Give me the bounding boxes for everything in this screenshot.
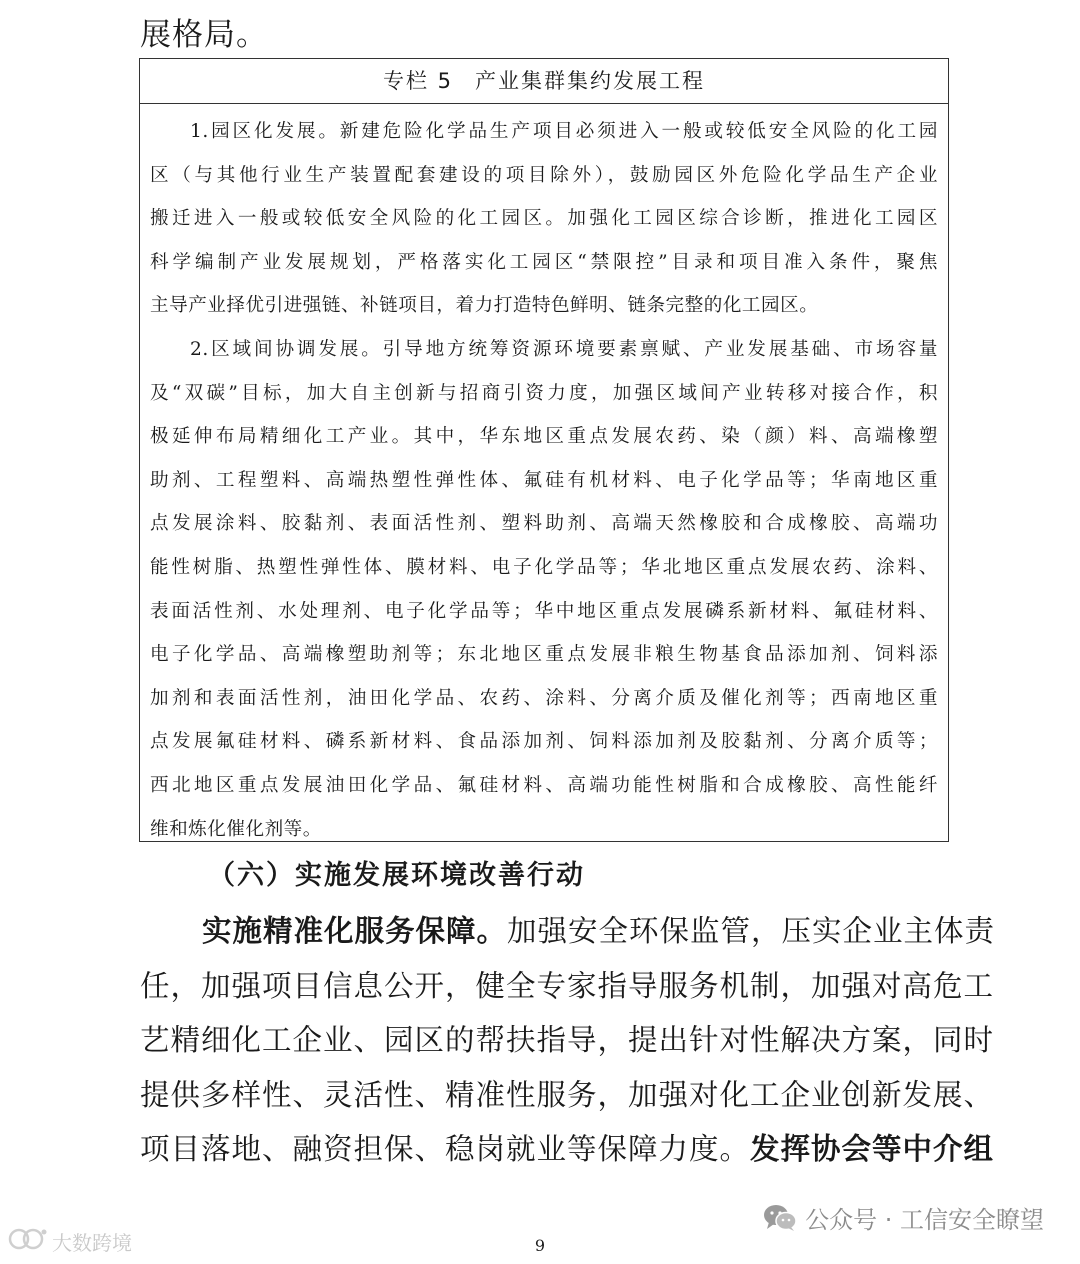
section-heading: （六）实施发展环境改善行动 xyxy=(208,860,585,891)
box-line: 区（与其他行业生产装置配套建设的项目除外），鼓励园区外危险化学品生产企业 xyxy=(150,164,938,186)
box-line: 西北地区重点发展油田化学品、氟硅材料、高端功能性树脂和合成橡胶、高性能纤 xyxy=(150,774,938,796)
paragraph-line: 提供多样性、灵活性、精准性服务，加强对化工企业创新发展、 xyxy=(140,1077,995,1112)
box-line: 能性树脂、热塑性弹性体、膜材料、电子化学品等；华北地区重点发展农药、涂料、 xyxy=(150,556,938,578)
box-line: 点发展涂料、胶黏剂、表面活性剂、塑料助剂、高端天然橡胶和合成橡胶、高端功 xyxy=(150,513,938,535)
box-line: 电子化学品、高端橡塑助剂等；东北地区重点发展非粮生物基食品添加剂、饲料添 xyxy=(150,644,938,666)
box-line: 搬迁进入一般或较低安全风险的化工园区。加强化工园区综合诊断，推进化工园区 xyxy=(150,208,938,230)
lead-text-line: 展格局。 xyxy=(140,17,268,53)
paragraph-text: 加强安全环保监管，压实企业主体责 xyxy=(507,914,996,948)
column-box xyxy=(139,58,949,842)
box-line: 加剂和表面活性剂，油田化学品、农药、涂料、分离介质及催化剂等；西南地区重 xyxy=(150,687,938,709)
paragraph-line xyxy=(140,1122,995,1177)
box-line: 表面活性剂、水处理剂、电子化学品等；华中地区重点发展磷系新材料、氟硅材料、 xyxy=(150,600,938,622)
box-line: 助剂、工程塑料、高端热塑性弹性体、氟硅有机材料、电子化学品等；华南地区重 xyxy=(150,469,938,491)
paragraph-text: 项目落地、融资担保、稳岗就业等保障力度。 xyxy=(140,1132,751,1167)
box-line: 2.区域间协调发展。引导地方统筹资源环境要素禀赋、产业发展基础、市场容量 xyxy=(190,338,938,360)
source-watermark-text: 大数跨境 xyxy=(52,1231,132,1255)
paragraph-bold-text: 发挥协会等中介组 xyxy=(750,1132,995,1167)
paragraph-lead-bold: 实施精准化服务保障。 xyxy=(202,914,508,948)
box-line: 维和炼化催化剂等。 xyxy=(150,818,322,840)
source-watermark xyxy=(8,1226,132,1257)
page-number: 9 xyxy=(534,1236,546,1255)
paragraph-line xyxy=(140,904,996,959)
box-line: 主导产业择优引进强链、补链项目，着力打造特色鲜明、链条完整的化工园区。 xyxy=(150,295,819,317)
box-line: 及“双碳”目标，加大自主创新与招商引资力度，加强区域间产业转移对接合作，积 xyxy=(150,382,938,404)
logo-icon xyxy=(8,1226,48,1257)
column-box-title xyxy=(140,59,948,104)
box-line: 科学编制产业发展规划，严格落实化工园区“禁限控”目录和项目准入条件，聚焦 xyxy=(150,251,938,273)
column-box-number: 专栏 5 xyxy=(382,69,454,93)
wechat-watermark xyxy=(763,1200,1044,1235)
column-box-body xyxy=(140,104,948,851)
paragraph-line: 艺精细化工企业、园区的帮扶指导，提出针对性解决方案，同时 xyxy=(140,1023,995,1058)
wechat-icon xyxy=(763,1204,797,1232)
paragraph-line: 任，加强项目信息公开，健全专家指导服务机制，加强对高危工 xyxy=(140,968,995,1003)
box-line: 1.园区化发展。新建危险化学品生产项目必须进入一般或较低安全风险的化工园 xyxy=(190,121,938,142)
column-box-heading: 产业集群集约发展工程 xyxy=(475,69,706,93)
box-line: 点发展氟硅材料、磷系新材料、食品添加剂、饲料添加剂及胶黏剂、分离介质等； xyxy=(150,731,938,753)
box-line: 极延伸布局精细化工产业。其中，华东地区重点发展农药、染（颜）料、高端橡塑 xyxy=(150,426,938,448)
wechat-account-name: 公众号 · 工信安全瞭望 xyxy=(805,1206,1044,1234)
body-paragraph xyxy=(140,904,996,1177)
